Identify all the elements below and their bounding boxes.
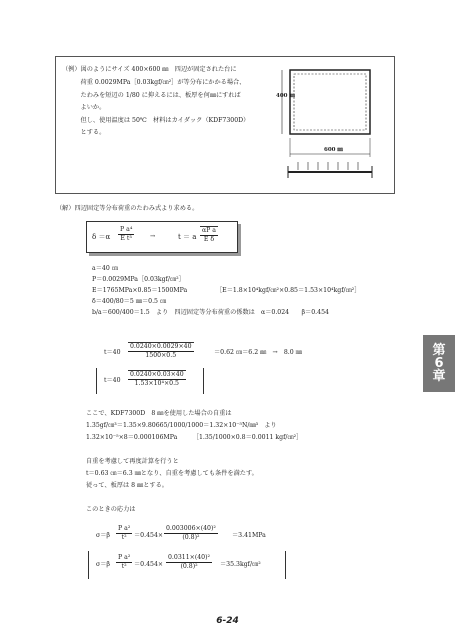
param-line: E＝1765MPa×0.85＝1500MPa <box>92 287 188 294</box>
chapter-tab <box>423 335 455 392</box>
denominator: (0.8)² <box>180 563 198 570</box>
weight-line: ここで、KDF7300D 8 ㎜を使用した場合の自重は <box>86 410 232 417</box>
formula-right: t ＝ a <box>178 233 197 241</box>
e-note: ［E＝1.8×10⁴kgf/㎝²×0.85＝1.53×10⁴kgf/㎝²］ <box>216 287 361 294</box>
example-line: とする。 <box>62 129 106 136</box>
chapter-tab-char: 章 <box>432 369 446 384</box>
t-calc1-result: ＝0.62 ㎝＝6.2 ㎜ → 8.0 ㎜ <box>214 349 302 356</box>
dim-bottom-label: 600 ㎜ <box>324 147 343 153</box>
param-line: a＝40 ㎝ <box>92 265 118 272</box>
dim-side-label: 400 ㎜ <box>276 93 295 99</box>
denominator: 1500×0.5 <box>145 352 177 359</box>
denominator: E δ <box>203 236 215 243</box>
plate-diagram <box>268 62 388 190</box>
numerator: P a² <box>118 525 131 532</box>
param-line: P＝0.0029MPa［0.03kgf/㎝²］ <box>92 276 185 283</box>
t-calc1-frac <box>128 342 194 360</box>
s1-frac1 <box>116 525 132 542</box>
recalc-line: 自重を考慮して再度計算を行うと <box>86 458 179 465</box>
recalc-line: t＝0.63 ㎝＝6.3 ㎜となり、自重を考慮しても条件を満たす。 <box>86 470 258 477</box>
denominator: t² <box>121 563 127 570</box>
s2-result: ＝35.3kgf/㎝² <box>220 561 261 568</box>
denominator: t² <box>121 534 127 541</box>
numerator: P a⁴ <box>120 226 133 233</box>
example-line: たわみを短辺の 1/80 に抑えるには、板厚を何㎜にすれば <box>62 92 241 99</box>
weight-line: 1.32×10⁻⁵×8＝0.000106MPa ［1.35/1000×0.8＝0.0011 kgf/㎝²］ <box>86 434 303 441</box>
s2-frac2 <box>166 554 212 571</box>
numerator: P a² <box>118 554 131 561</box>
denominator: 1.53×10⁴×0.5 <box>134 380 179 387</box>
s1-pre: σ＝β <box>96 532 110 539</box>
denominator: E t³ <box>120 235 132 242</box>
s1-mid: ＝0.454× <box>134 532 164 539</box>
formula-left: δ ＝α <box>92 233 111 241</box>
example-line: 但し、使用温度は 50℃ 材料はカイダック（KDF7300D） <box>62 117 250 124</box>
s2-mid: ＝0.454× <box>134 561 164 568</box>
solution-heading: （解）四辺固定等分布荷重のたわみ式より求める。 <box>56 205 199 212</box>
beam <box>288 171 372 173</box>
numerator: 0.003006×(40)² <box>166 525 216 532</box>
plate-outer <box>290 70 370 134</box>
page-number: 6-24 <box>216 616 239 626</box>
stress-heading: このときの応力は <box>86 506 136 513</box>
denominator: (0.8)² <box>182 534 200 541</box>
param-line: δ＝400/80＝5 ㎜＝0.5 ㎝ <box>92 298 167 305</box>
s2-frac1 <box>116 554 132 571</box>
s1-frac2 <box>164 525 218 542</box>
numerator: 0.0240×0.03×40 <box>130 371 184 378</box>
numerator: αP a <box>202 227 216 234</box>
param-line: b/a＝600/400＝1.5 より 四辺固定等分布荷重の係数は α＝0.024 β＝0.454 <box>92 309 329 316</box>
recalc-line: 従って、板厚は 8 ㎜とする。 <box>86 482 168 489</box>
t-calc2-frac <box>128 370 186 388</box>
numerator: 0.0240×0.0029×40 <box>130 343 192 350</box>
s2-pre: σ＝β <box>96 561 110 568</box>
formula-left-frac <box>118 226 134 243</box>
numerator: 0.0311×(40)² <box>168 554 211 561</box>
weight-line: 1.35gf/㎝³＝1.35×9.80665/1000/1000＝1.32×10⁻⁵N/㎜³ より <box>86 422 277 429</box>
formula-right-root <box>200 226 218 244</box>
chapter-tab-number: 6 <box>434 356 444 371</box>
formula-arrow: → <box>150 233 156 240</box>
example-line: よいか。 <box>62 104 106 111</box>
example-line: （例）図のようにサイズ 400×600 ㎜ 四辺が固定された台に <box>62 66 237 73</box>
chapter-tab-char: 第 <box>432 343 446 358</box>
plate-hatch <box>294 74 366 130</box>
t-calc2-pre: t＝40 <box>104 377 121 384</box>
load-arrows <box>298 162 358 170</box>
t-calc1-pre: t＝40 <box>104 349 121 356</box>
example-line: 荷重 0.0029MPa［0.03kgf/㎝²］が等分布にかかる場合、 <box>62 79 246 86</box>
s1-result: ＝3.41MPa <box>232 532 266 539</box>
